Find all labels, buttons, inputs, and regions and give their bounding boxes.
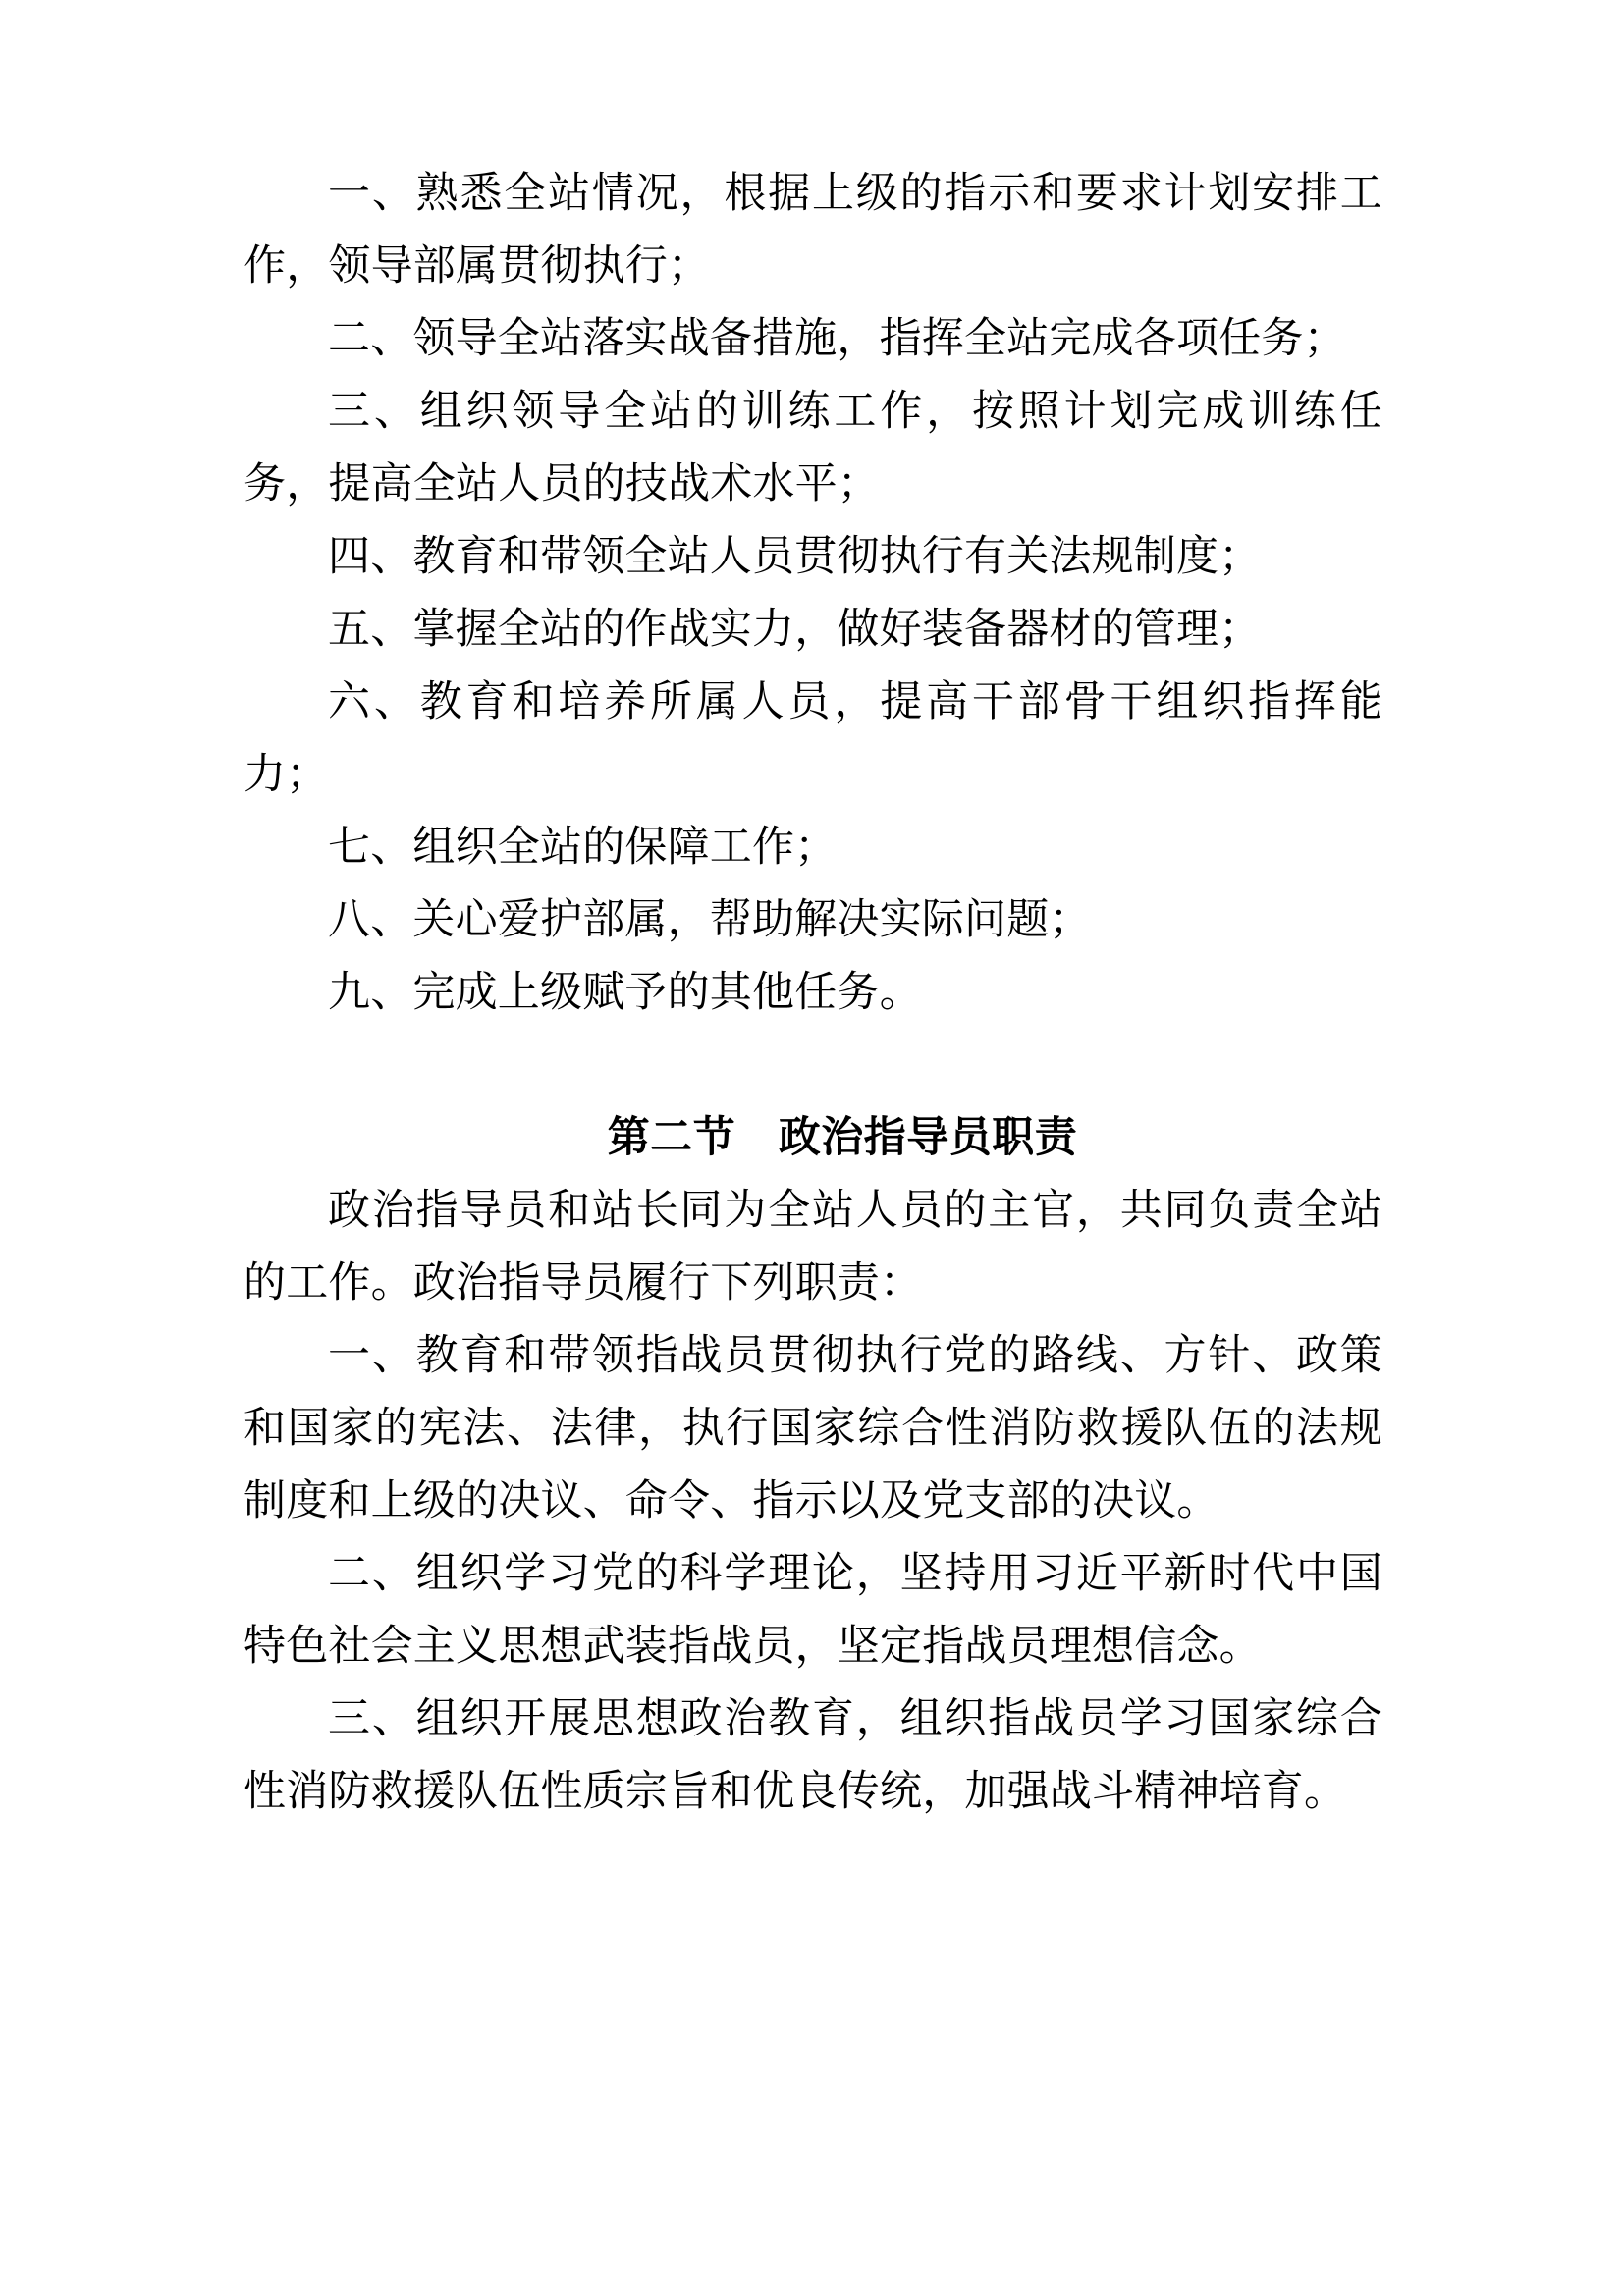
duty-item-9: 九、完成上级赋予的其他任务。 — [328, 969, 922, 1016]
political-duty-item-3: 三、组织开展思想政治教育，组织指战员学习国家综合性消防救援队伍性质宗旨和优良传统，加强战斗精神培育。 — [244, 1695, 1382, 1815]
section-two-intro: 政治指导员和站长同为全站人员的主官，共同负责全站的工作。政治指导员履行下列职责： — [244, 1187, 1382, 1307]
section-two-heading: 第二节 政治指导员职责 — [607, 1114, 1078, 1161]
section-gap-spacer — [244, 1029, 1382, 1101]
duty-item-6: 六、教育和培养所属人员，提高干部骨干组织指挥能力； — [244, 678, 1382, 798]
duty-item-8: 八、关心爱护部属，帮助解决实际问题； — [328, 896, 1092, 943]
document-body — [244, 157, 1382, 1828]
political-duty-item-1: 一、教育和带领指战员贯彻执行党的路线、方针、政策和国家的宪法、法律，执行国家综合性消防救援队伍的法规制度和上级的决议、命令、指示以及党支部的决议。 — [244, 1332, 1382, 1524]
section-one-duty-list — [244, 157, 1382, 1029]
duty-item-5: 五、掌握全站的作战实力，做好装备器材的管理； — [328, 606, 1262, 653]
duty-item-4: 四、教育和带领全站人员贯彻执行有关法规制度； — [328, 533, 1262, 580]
duty-item-1: 一、熟悉全站情况，根据上级的指示和要求计划安排工作，领导部属贯彻执行； — [244, 170, 1382, 290]
political-duty-item-2: 二、组织学习党的科学理论，坚持用习近平新时代中国特色社会主义思想武装指战员，坚定指战员理想信念。 — [244, 1550, 1382, 1670]
section-two-duty-list — [244, 1319, 1382, 1828]
duty-item-3: 三、组织领导全站的训练工作，按照计划完成训练任务，提高全站人员的技战术水平； — [244, 388, 1382, 507]
duty-item-2: 二、领导全站落实战备措施，指挥全站完成各项任务； — [328, 315, 1346, 362]
duty-item-7: 七、组织全站的保障工作； — [328, 824, 838, 871]
